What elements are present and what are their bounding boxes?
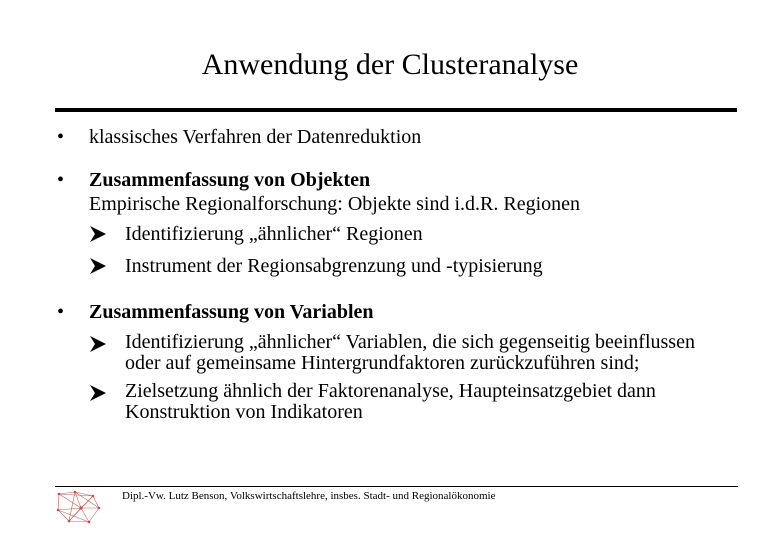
bullet-line: Empirische Regionalforschung: Objekte sind i.d.R. Regionen [89,193,581,215]
bullet-text: klassisches Verfahren der Datenreduktion [89,126,422,148]
bullet-heading: Zusammenfassung von Objekten [89,169,371,191]
arrow-right-icon [89,384,107,402]
arrow-right-icon [89,225,107,243]
arrow-right-icon [89,257,107,275]
bullet-marker: • [57,126,65,148]
slide-title: Anwendung der Clusteranalyse [201,48,579,81]
network-logo-icon [55,488,103,526]
sub-item-text: Instrument der Regionsabgrenzung und -typisierung [125,255,543,277]
title-divider [55,108,737,112]
bullet-marker: • [57,169,65,191]
sub-item [89,254,749,278]
sub-item-text: Identifizierung „ähnlicher“ Variablen, die sich gegenseitig beeinflussen oder auf gemeinsame Hintergrundfaktoren zurückzuführen sind; [125,331,695,374]
footer-text: Dipl.-Vw. Lutz Benson, Volkswirtschaftslehre, insbes. Stadt- und Regionalökonomie [122,490,496,502]
bullet-content [89,168,749,278]
footer-divider [55,486,738,487]
bullet-content [89,300,749,423]
bullet-marker: • [57,301,65,323]
arrow-right-icon [89,335,107,353]
sub-item [89,222,749,246]
sub-item-text: Identifizierung „ähnlicher“ Regionen [125,223,423,245]
sub-item [89,381,725,423]
bullet-heading: Zusammenfassung von Variablen [89,301,374,323]
sub-item-text: Zielsetzung ähnlich der Faktorenanalyse, Haupteinsatzgebiet dann Konstruktion von Indikatoren [125,380,656,423]
sub-item [89,332,715,374]
